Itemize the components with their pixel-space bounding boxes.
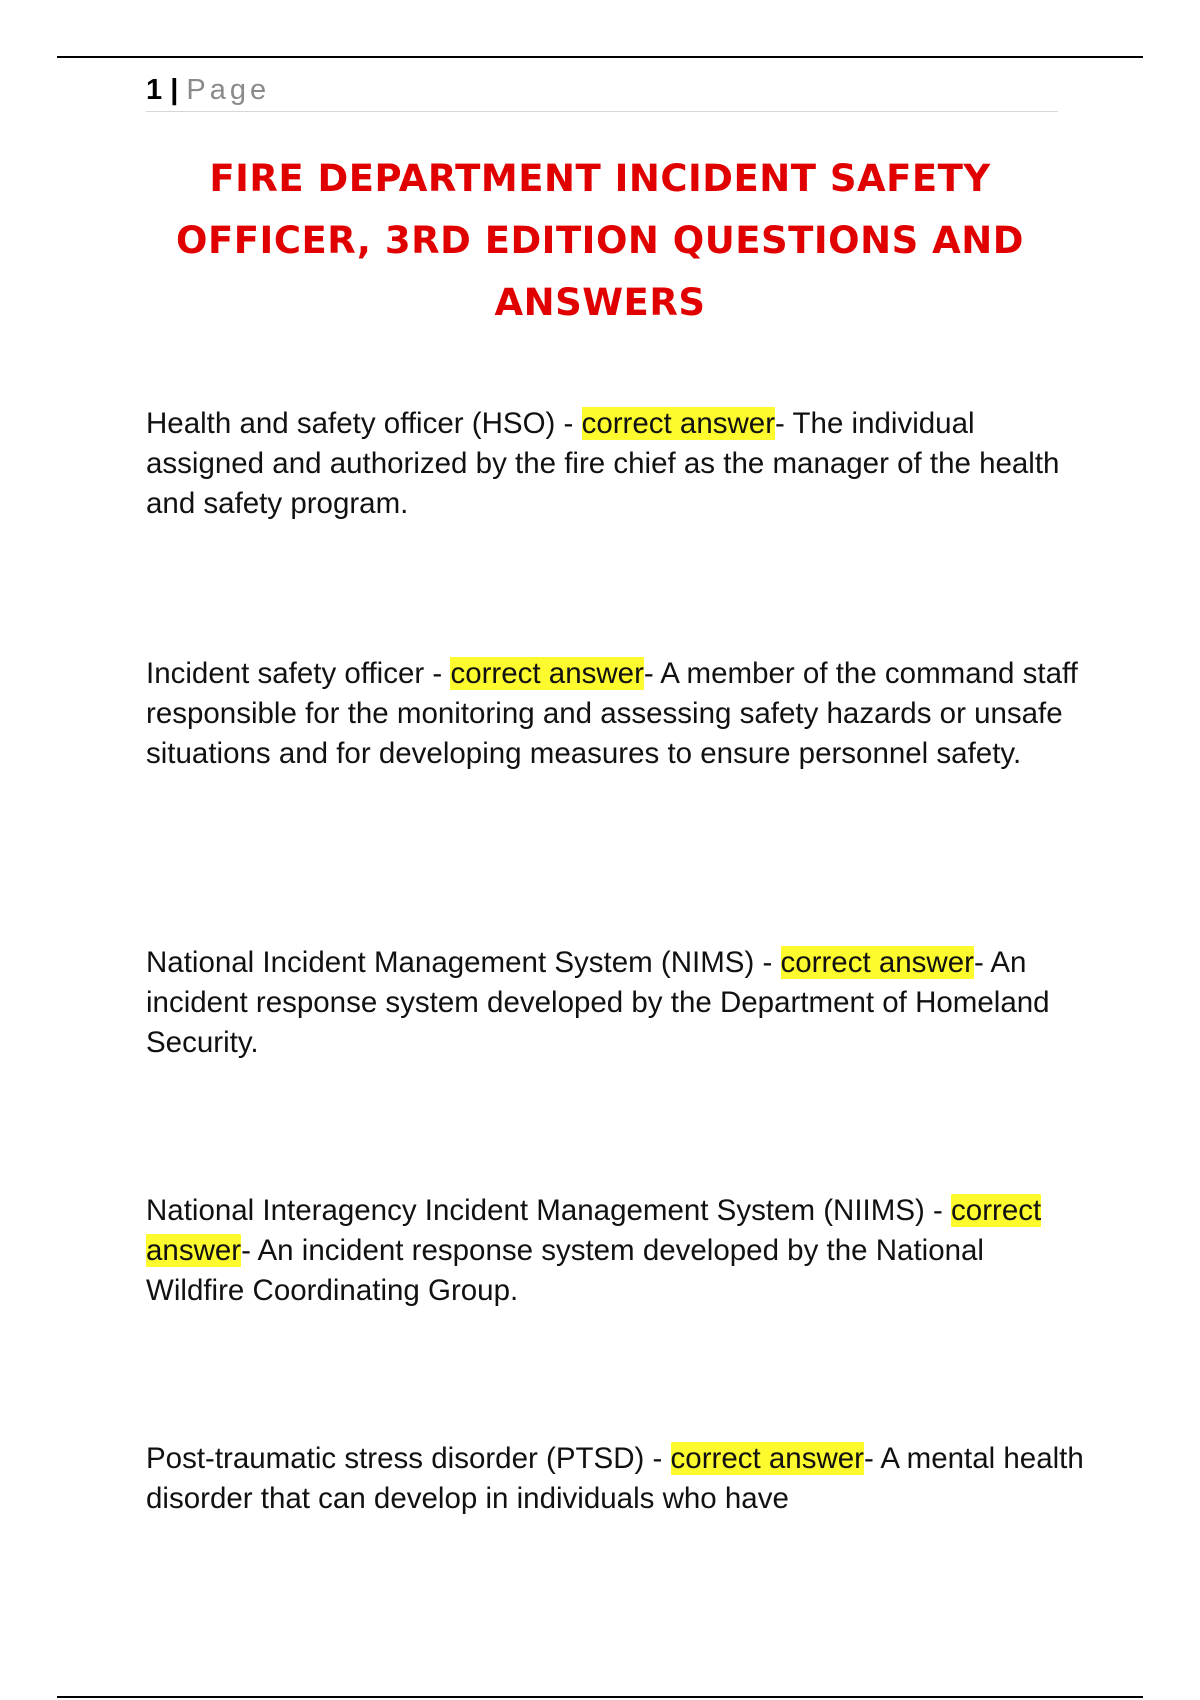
entry-term: National Interagency Incident Management System (NIIMS) - (146, 1194, 952, 1227)
entry-term: National Incident Management System (NIMS) - (146, 946, 781, 979)
correct-answer-highlight: correct answer (670, 1442, 864, 1475)
entry-term: Health and safety officer (HSO) - (146, 407, 582, 440)
entry-term: Post-traumatic stress disorder (PTSD) - (146, 1442, 671, 1475)
entry-definition: - An incident response system developed by the National Wildfire Coordinating Group. (146, 1234, 984, 1307)
correct-answer-highlight: correct answer (780, 946, 974, 979)
entry-definition: - A mental health disorder that can develop in individuals who have (146, 1442, 1084, 1515)
correct-answer-highlight: correct answer (581, 407, 776, 440)
page-separator: | (170, 74, 179, 106)
correct-answer-highlight: correct answer (146, 1194, 1042, 1267)
entry-definition: - A member of the command staff responsible for the monitoring and assessing safety hazards or unsafe situations and for developing measures to ensure personnel safety. (146, 657, 1078, 770)
qa-entry-nims (146, 943, 1086, 1063)
correct-answer-highlight: correct answer (450, 657, 644, 690)
page-number: 1 (146, 74, 163, 106)
bottom-rule (57, 1696, 1143, 1698)
entry-definition: - An incident response system developed by the Department of Homeland Security. (146, 946, 1050, 1059)
qa-entry-ptsd (146, 1439, 1086, 1519)
entry-definition: - The individual assigned and authorized by the fire chief as the manager of the health and safety program. (146, 407, 1060, 520)
entry-term: Incident safety officer - (146, 657, 451, 690)
page-header (146, 70, 1058, 112)
page-label: Page (186, 74, 271, 106)
qa-entry-incident-safety-officer (146, 654, 1086, 774)
document-title: FIRE DEPARTMENT INCIDENT SAFETY OFFICER, 3RD EDITION QUESTIONS AND ANSWERS (176, 157, 1024, 324)
top-rule (57, 56, 1143, 58)
qa-entry-hso (146, 404, 1086, 524)
qa-entry-niims (146, 1191, 1086, 1311)
